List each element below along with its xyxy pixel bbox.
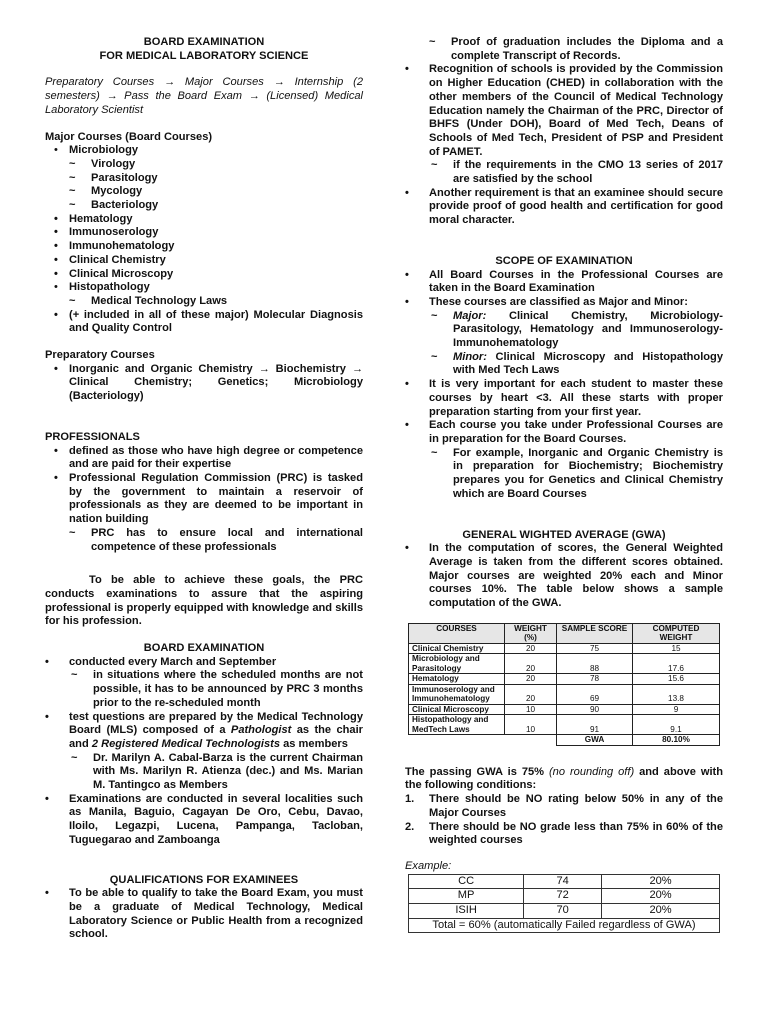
table-cell: 72 [524,889,602,904]
table-cell: 9.1 [633,715,720,735]
table-cell: 90 [557,704,633,715]
example-label: Example: [405,859,452,872]
preparatory-heading: Preparatory Courses [45,349,155,362]
course-pathway: Preparatory Courses → Major Courses → Internship (2 semesters) → Pass the Board Exam → (Licensed) Medical Laboratory Scientist [45,76,363,116]
table-row [409,704,720,715]
table-row [409,904,720,919]
list-item: • Each course you take under Professional Courses are in preparation for the Board Courses. ~ For example, Inorganic and Organic Chemistry is in preparation for Biochemistry; Biochemistry prepares you for Genetics and Clinical Chemistry which are Board Courses [405,419,723,501]
professionals-heading: PROFESSIONALS [45,430,140,443]
table-row [409,684,720,704]
table-row [409,643,720,654]
table-cell: Clinical Microscopy [409,704,505,715]
list-item: • Immunohematology [45,240,363,254]
table-cell: 78 [557,674,633,685]
list-item: • It is very important for each student to master these courses by heart <3. All these starts with proper preparation starting from your first year. [405,378,723,419]
list-item: • Recognition of schools is provided by the Commission on Higher Education (CHED) in collaboration with the other members of the Council of Medical Technology Education namely the Chairman of the PRC, Director of BHFS (Under DOH), Board of Med Tech, Deans of Schools of Med Tech, President of PSP and President of PAMET. ~ if the requirements in the CMO 13 series of 2017 are satisfied by the school [405,63,723,186]
table-row [409,735,720,746]
table-row [409,654,720,674]
table-cell: 20% [602,904,720,919]
list-item: • test questions are prepared by the Medical Technology Board (MLS) composed of a Pathologist as the chair and 2 Registered Medical Technologists as members ~ Dr. Marilyn A. Cabal-Barza is the current Chairman with Ms. Marilyn R. Atienza (dec.) and Ms. Marian M. Tantingco as Members [45,711,363,793]
list-item: ~ Proof of graduation includes the Diploma and a complete Transcript of Records. [427,36,723,63]
list-item: • (+ included in all of these major) Molecular Diagnosis and Quality Control [45,309,363,336]
table-cell: Clinical Chemistry [409,643,505,654]
list-item: ~ PRC has to ensure local and international competence of these professionals [67,527,363,554]
table-cell: 91 [557,715,633,735]
list-item: • These courses are classified as Major and Minor: ~ Major: Clinical Chemistry, Microbiology-Parasitology, Hematology and Immunoserology-Immunohematology ~ Minor: Clinical Microscopy and Histopathology with Med Tech Laws [405,296,723,378]
list-item: ~ Medical Technology Laws [67,295,363,309]
table-cell: Immunoserology and Immunohematology [409,684,505,704]
right-column [405,36,723,933]
list-item: ~ Major: Clinical Chemistry, Microbiology-Parasitology, Hematology and Immunoserology-Immunohematology [429,310,723,351]
table-row [409,674,720,685]
table-cell: MP [409,889,524,904]
table-cell: 17.6 [633,654,720,674]
prc-paragraph: To be able to achieve these goals, the PRC conducts examinations to assure that the aspiring professional is properly equipped with knowledge and skills for his profession. [45,574,363,628]
list-item: ~ Virology [67,158,363,172]
list-item: ~ in situations where the scheduled months are not possible, it has to be announced by PRC 3 months prior to the re-scheduled month [69,669,363,710]
major-courses-heading: Major Courses (Board Courses) [45,130,213,143]
gwa-heading: GENERAL WIGHTED AVERAGE (GWA) [462,528,666,541]
example-total: Total = 60% (automatically Failed regardless of GWA) [409,918,720,933]
table-cell: Histopathology and MedTech Laws [409,715,505,735]
table-cell: 20 [505,654,557,674]
list-item: • Another requirement is that an examinee should secure provide proof of good health and certification for good moral character. [405,187,723,228]
board-exam-heading: BOARD EXAMINATION [143,642,265,655]
table-row [409,918,720,933]
table-cell: Microbiology and Parasitology [409,654,505,674]
table-cell: 10 [505,715,557,735]
list-item: • All Board Courses in the Professional Courses are taken in the Board Examination [405,269,723,296]
list-item: • Clinical Microscopy [45,268,363,282]
list-item: • Microbiology ~ Virology ~ Parasitology ~ Mycology ~ Bacteriology [45,144,363,213]
list-item: ~ Dr. Marilyn A. Cabal-Barza is the current Chairman with Ms. Marilyn R. Atienza (dec.) and Ms. Marian M. Tantingco as Members [69,752,363,793]
table-cell: 70 [524,904,602,919]
table-cell: 20 [505,643,557,654]
list-item: 2. There should be NO grade less than 75% in 60% of the weighted courses [405,820,723,847]
table-cell: Hematology [409,674,505,685]
gwa-total-value: 80.10% [633,735,720,746]
list-item: • defined as those who have high degree or competence and are paid for their expertise [45,445,363,472]
table-cell: 20% [602,889,720,904]
list-item: ~ if the requirements in the CMO 13 series of 2017 are satisfied by the school [429,159,723,186]
list-item: ~ Parasitology [67,172,363,186]
table-header: SAMPLE SCORE [557,623,633,643]
list-item: • conducted every March and September ~ in situations where the scheduled months are not possible, it has to be announced by PRC 3 months prior to the re-scheduled month [45,656,363,711]
list-item: • Professional Regulation Commission (PRC) is tasked by the government to maintain a reservoir of professionals as they are deemed to be important in nation building ~ PRC has to ensure local and international competence of these professionals [45,472,363,554]
list-item: ~ Bacteriology [67,199,363,213]
table-cell: 20 [505,674,557,685]
table-header-row [409,623,720,643]
table-header: WEIGHT (%) [505,623,557,643]
table-row [409,715,720,735]
table-cell: 74 [524,874,602,889]
table-header: COURSES [409,623,505,643]
list-item: ~ For example, Inorganic and Organic Chemistry is in preparation for Biochemistry; Biochemistry prepares you for Genetics and Clinical Chemistry which are Board Courses [429,447,723,502]
list-item: 1. There should be NO rating below 50% in any of the Major Courses [405,793,723,819]
scope-heading: SCOPE OF EXAMINATION [495,254,633,267]
table-header: COMPUTED WEIGHT [633,623,720,643]
gwa-table [408,623,720,746]
table-cell: 75 [557,643,633,654]
list-item: • Immunoserology [45,226,363,240]
table-cell: 10 [505,704,557,715]
table-cell: 13.8 [633,684,720,704]
doc-title: BOARD EXAMINATION [143,36,265,48]
qualifications-heading: QUALIFICATIONS FOR EXAMINEES [109,873,299,886]
table-row [409,889,720,904]
gwa-total-label: GWA [557,735,633,746]
list-item: • In the computation of scores, the General Weighted Average is taken from the different scores obtained. Major courses are weighted 20% each and Minor courses 10%. The table below shows a sample computation of the GWA. [405,542,723,611]
table-cell: 20 [505,684,557,704]
table-cell: CC [409,874,524,889]
table-cell: ISIH [409,904,524,919]
table-cell: 20% [602,874,720,889]
table-cell: 88 [557,654,633,674]
list-item: ~ Minor: Clinical Microscopy and Histopathology with Med Tech Laws [429,351,723,378]
list-item: ~ Mycology [67,185,363,199]
table-cell: 69 [557,684,633,704]
table-row [409,874,720,889]
list-item: • To be able to qualify to take the Board Exam, you must be a graduate of Medical Technology, Medical Laboratory Science or Public Health from a recognized school. [45,887,363,942]
table-cell: 9 [633,704,720,715]
major-courses-list [45,144,363,336]
example-table [408,874,720,934]
list-item: • Examinations are conducted in several localities such as Manila, Baguio, Cagayan De Oro, Cebu, Davao, Iloilo, Legazpi, Lucena, Pampanga, Tacloban, Tuguegarao and Zamboanga [45,793,363,848]
passing-gwa: The passing GWA is 75% (no rounding off) and above with the following conditions: [405,765,723,792]
table-cell: 15.6 [633,674,720,685]
doc-subtitle: FOR MEDICAL LABORATORY SCIENCE [99,49,309,62]
list-item: • Clinical Chemistry [45,254,363,268]
list-item: • Inorganic and Organic Chemistry → Biochemistry → Clinical Chemistry; Genetics; Microbiology (Bacteriology) [45,363,363,404]
left-column [45,36,363,942]
table-cell: 15 [633,643,720,654]
list-item: • Histopathology ~ Medical Technology Laws [45,281,363,308]
list-item: • Hematology [45,213,363,227]
